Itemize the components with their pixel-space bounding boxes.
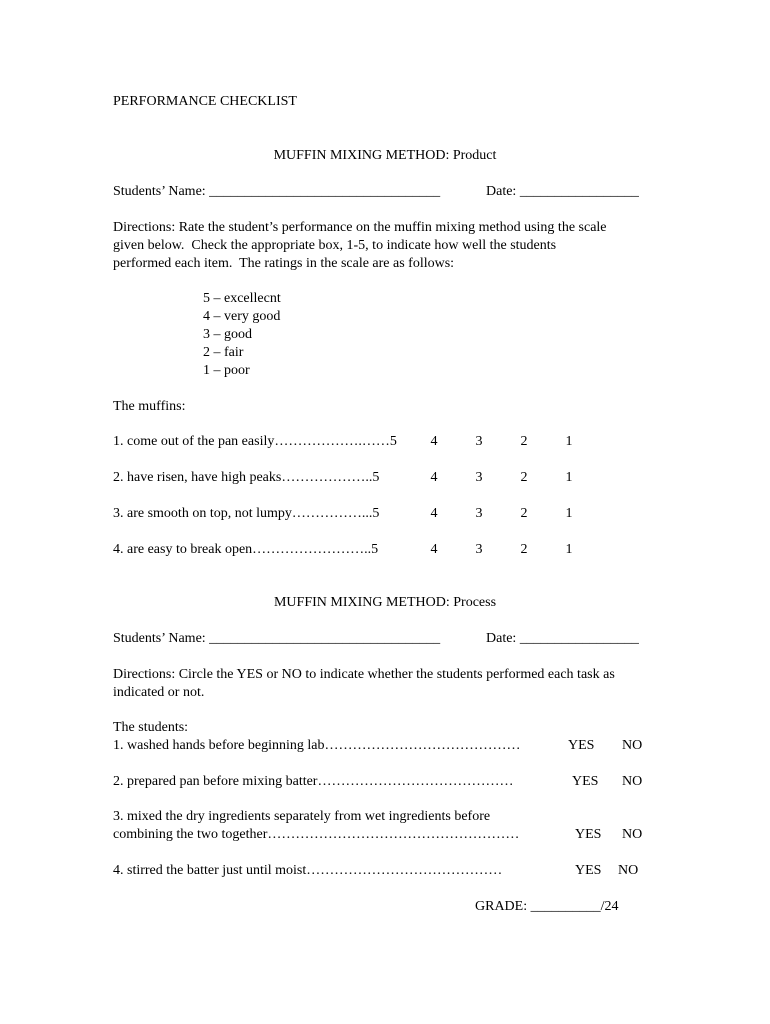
product-directions-line: performed each item. The ratings in the scale are as follows: bbox=[113, 256, 455, 271]
yes-option[interactable]: YES bbox=[572, 774, 599, 789]
rating-option[interactable]: 3 bbox=[475, 434, 483, 449]
scale-item: 1 – poor bbox=[203, 363, 250, 378]
rating-option[interactable]: 4 bbox=[430, 434, 438, 449]
product-date-field[interactable]: Date: _________________ bbox=[486, 184, 639, 199]
process-directions-line: Directions: Circle the YES or NO to indicate whether the students performed each task as bbox=[113, 667, 615, 682]
process-heading: MUFFIN MIXING METHOD: Process bbox=[273, 595, 497, 610]
rating-option[interactable]: 4 bbox=[430, 470, 438, 485]
rating-option[interactable]: 1 bbox=[565, 542, 573, 557]
product-heading: MUFFIN MIXING METHOD: Product bbox=[273, 148, 497, 163]
rating-option[interactable]: 3 bbox=[475, 542, 483, 557]
product-item-text: 4. are easy to break open……………………..5 bbox=[113, 542, 379, 557]
product-students-name-field[interactable]: Students’ Name: _________________________________ bbox=[113, 184, 441, 199]
process-date-field[interactable]: Date: _________________ bbox=[486, 631, 639, 646]
rating-option[interactable]: 1 bbox=[565, 470, 573, 485]
rating-option[interactable]: 4 bbox=[430, 506, 438, 521]
process-students-name-field[interactable]: Students’ Name: _________________________________ bbox=[113, 631, 441, 646]
process-directions-line: indicated or not. bbox=[113, 685, 205, 700]
no-option[interactable]: NO bbox=[622, 774, 643, 789]
process-item-text: 4. stirred the batter just until moist…………………………………… bbox=[113, 863, 503, 878]
process-item-text: 1. washed hands before beginning lab…………………………………… bbox=[113, 738, 521, 753]
rating-option[interactable]: 2 bbox=[520, 506, 528, 521]
rating-option[interactable]: 2 bbox=[520, 470, 528, 485]
page-title: PERFORMANCE CHECKLIST bbox=[113, 94, 297, 109]
product-item-text: 2. have risen, have high peaks………………..5 bbox=[113, 470, 380, 485]
rating-option[interactable]: 3 bbox=[475, 506, 483, 521]
yes-option[interactable]: YES bbox=[575, 827, 602, 842]
no-option[interactable]: NO bbox=[622, 827, 643, 842]
product-directions-line: given below. Check the appropriate box, 1-5, to indicate how well the students bbox=[113, 238, 557, 253]
scale-item: 5 – excellecnt bbox=[203, 291, 281, 306]
rating-option[interactable]: 1 bbox=[565, 434, 573, 449]
scale-item: 4 – very good bbox=[203, 309, 281, 324]
process-item-text: combining the two together……………………………………………… bbox=[113, 827, 520, 842]
product-items-intro: The muffins: bbox=[113, 399, 186, 414]
no-option[interactable]: NO bbox=[618, 863, 639, 878]
no-option[interactable]: NO bbox=[622, 738, 643, 753]
yes-option[interactable]: YES bbox=[568, 738, 595, 753]
process-item-text: 3. mixed the dry ingredients separately from wet ingredients before bbox=[113, 809, 491, 824]
rating-option[interactable]: 2 bbox=[520, 434, 528, 449]
scale-item: 3 – good bbox=[203, 327, 252, 342]
product-item-text: 3. are smooth on top, not lumpy……………...5 bbox=[113, 506, 380, 521]
product-directions-line: Directions: Rate the student’s performance on the muffin mixing method using the scale bbox=[113, 220, 607, 235]
rating-option[interactable]: 4 bbox=[430, 542, 438, 557]
rating-option[interactable]: 3 bbox=[475, 470, 483, 485]
yes-option[interactable]: YES bbox=[575, 863, 602, 878]
grade-field[interactable]: GRADE: __________/24 bbox=[475, 899, 619, 914]
process-items-intro: The students: bbox=[113, 720, 189, 735]
rating-option[interactable]: 1 bbox=[565, 506, 573, 521]
product-item-text: 1. come out of the pan easily……………….……5 bbox=[113, 434, 397, 449]
scale-item: 2 – fair bbox=[203, 345, 244, 360]
rating-option[interactable]: 2 bbox=[520, 542, 528, 557]
process-item-text: 2. prepared pan before mixing batter…………………………………… bbox=[113, 774, 514, 789]
